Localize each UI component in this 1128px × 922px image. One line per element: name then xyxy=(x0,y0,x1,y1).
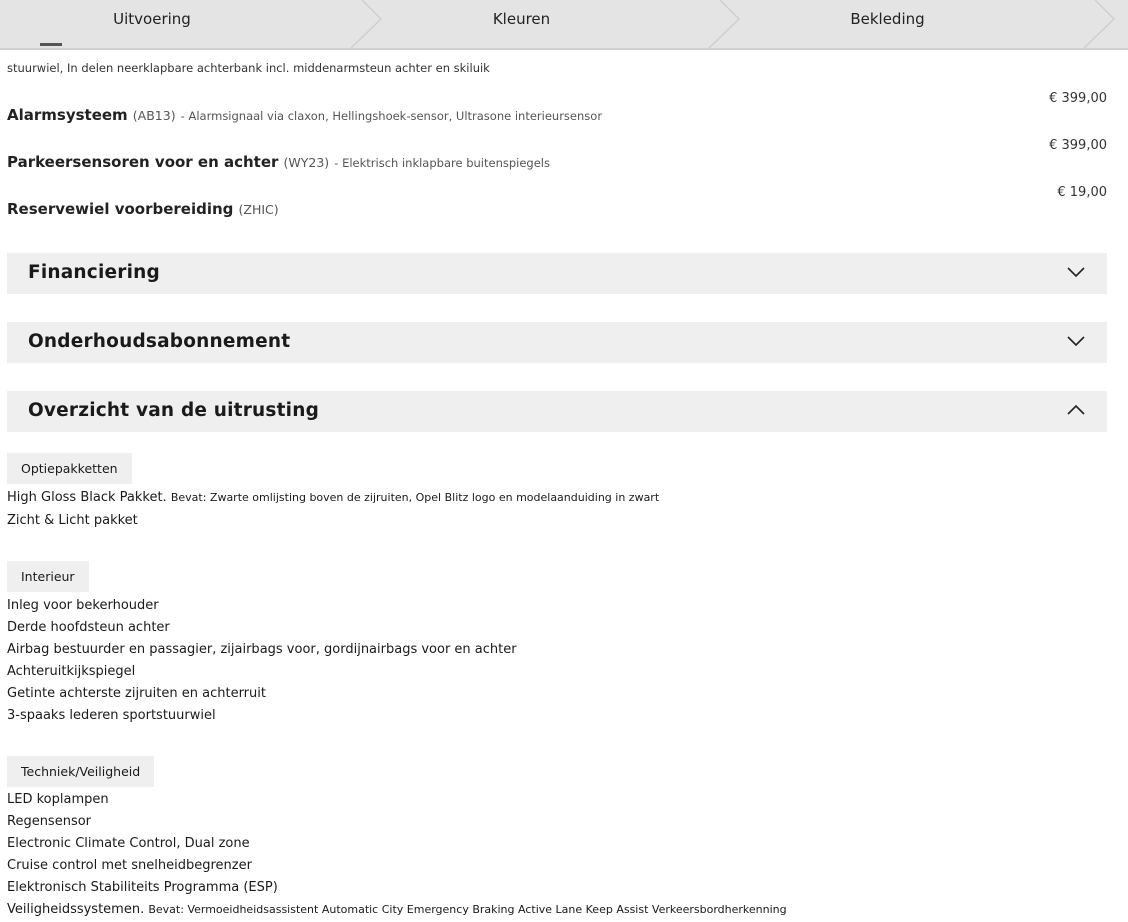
list-item: Regensensor xyxy=(7,814,92,829)
category-interieur: Interieur xyxy=(7,561,89,592)
option-price: € 399,00 xyxy=(1049,138,1107,153)
accordion-financiering[interactable] xyxy=(7,253,1107,294)
option-code: (ZHIC) xyxy=(238,202,279,217)
list-item xyxy=(7,490,659,505)
item-text: High Gloss Black Pakket. xyxy=(7,490,167,505)
step-navigation xyxy=(0,0,1128,50)
list-item: Zicht & Licht pakket xyxy=(7,513,138,528)
category-techniek-veiligheid: Techniek/Veiligheid xyxy=(7,756,154,787)
option-price: € 19,00 xyxy=(1057,185,1107,200)
accordion-title: Overzicht van de uitrusting xyxy=(28,400,320,421)
option-description: - Alarmsignaal via claxon, Hellingshoek-sensor, Ultrasone interieursensor xyxy=(180,109,603,123)
accordion-overzicht-uitrusting[interactable] xyxy=(7,391,1107,432)
list-item: Derde hoofdsteun achter xyxy=(7,620,170,635)
step-bekleding[interactable]: Bekleding xyxy=(850,10,925,28)
option-description: - Elektrisch inklapbare buitenspiegels xyxy=(334,156,550,170)
list-item: Achteruitkijkspiegel xyxy=(7,664,136,679)
list-item xyxy=(7,902,787,917)
step-kleuren[interactable]: Kleuren xyxy=(492,10,551,28)
list-item: Electronic Climate Control, Dual zone xyxy=(7,836,250,851)
option-code: (WY23) xyxy=(283,155,330,170)
item-text: Veiligheidssystemen. xyxy=(7,902,145,917)
option-title: Parkeersensoren voor en achter xyxy=(7,153,279,171)
list-item: Elektronisch Stabiliteits Programma (ESP) xyxy=(7,880,278,895)
list-item: Inleg voor bekerhouder xyxy=(7,598,159,613)
item-detail: Bevat: Vermoeidheidsassistent Automatic City Emergency Braking Active Lane Keep Assist Verkeersbordherkenning xyxy=(148,903,787,916)
option-title: Alarmsysteem xyxy=(7,106,128,124)
item-detail: Bevat: Zwarte omlijsting boven de zijruiten, Opel Blitz logo en modelaanduiding in zwart xyxy=(170,491,660,504)
step-uitvoering[interactable]: Uitvoering xyxy=(113,10,191,28)
chevron-down-icon xyxy=(1067,266,1085,278)
list-item: Getinte achterste zijruiten en achterruit xyxy=(7,686,266,701)
list-item: LED koplampen xyxy=(7,792,109,807)
cutoff-text-fragment xyxy=(40,40,68,46)
option-row-reservewiel xyxy=(7,185,1107,218)
chevron-down-icon xyxy=(1067,335,1085,347)
list-item: Cruise control met snelheidbegrenzer xyxy=(7,858,252,873)
chevron-up-icon xyxy=(1067,404,1085,416)
list-item: 3-spaaks lederen sportstuurwiel xyxy=(7,708,216,723)
list-item: Airbag bestuurder en passagier, zijairbags voor, gordijnairbags voor en achter xyxy=(7,642,517,657)
option-description-partial: stuurwiel, In delen neerklapbare achterbank incl. middenarmsteun achter en skiluik xyxy=(7,61,490,75)
accordion-title: Onderhoudsabonnement xyxy=(28,331,291,352)
option-code: (AB13) xyxy=(132,108,176,123)
option-row-parkeersensoren xyxy=(7,138,1107,171)
category-optiepakketten: Optiepakketten xyxy=(7,453,132,484)
option-title: Reservewiel voorbereiding xyxy=(7,200,234,218)
accordion-onderhoudsabonnement[interactable] xyxy=(7,322,1107,363)
option-price: € 399,00 xyxy=(1049,91,1107,106)
accordion-title: Financiering xyxy=(28,262,160,283)
option-row-alarmsysteem xyxy=(7,91,1107,124)
